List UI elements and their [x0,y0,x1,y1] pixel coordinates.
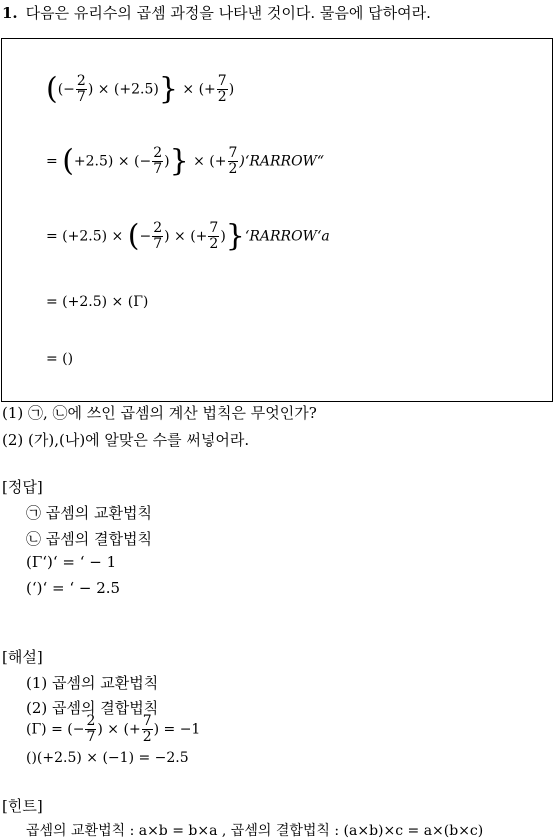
question-number: 1. [2,4,18,22]
hint-header: [힌트] [2,797,43,815]
fraction: $\frac{2}{7}$ [86,713,96,745]
subquestion-1: (1) ㉠, ㉡에 쓰인 곱셈의 계산 법칙은 무엇인가? [2,404,317,422]
explanation-equation-1: (Γ) = (− $\frac{2}{7}$ ) × (+ $\frac{7}{2}$ ) = −1 [26,713,201,745]
box-line-4: = (+2.5) × (Γ) [46,294,149,310]
answer-item-3: (Γ‘)‘ = ‘ − 1 [26,553,117,571]
hint-text: 곱셈의 교환법칙 : a×b = b×a , 곱셈의 결합법칙 : (a×b)×c = a×(b×c) [26,823,484,839]
answer-item-2: ㉡ 곱셈의 결합법칙 [26,530,152,548]
explanation-equation-2: ()(+2.5) × (−1) = −2.5 [26,750,189,766]
answer-item-4: (‘)‘ = ‘ − 2.5 [26,579,121,597]
box-line-2: = (+2.5) × (− $\frac{2}{7}$ )} × (+ $\frac{7}{2}$ )‘RARROW“ [46,143,325,179]
fraction: $\frac{7}{2}$ [228,145,238,177]
explanation-item-1: (1) 곱셈의 교환법칙 [26,674,159,692]
fraction: $\frac{2}{7}$ [153,220,163,252]
fraction: $\frac{7}{2}$ [142,713,152,745]
answer-item-1: ㉠ 곱셈의 교환법칙 [26,504,152,522]
explanation-item-2: (2) 곱셈의 결합법칙 [26,699,159,717]
answer-header: [정답] [2,478,43,496]
fraction: $\frac{2}{7}$ [153,145,163,177]
fraction: $\frac{7}{2}$ [209,220,219,252]
question-text: 다음은 유리수의 곱셈 과정을 나타낸 것이다. 물음에 답하여라. [25,4,431,22]
question-line [2,2,431,23]
box-line-5: = () [46,351,74,367]
box-line-1: ((− $\frac{2}{7}$ ) × (+2.5)} × (+ $\frac{7}{2}$ ) [46,71,235,107]
fraction: $\frac{2}{7}$ [76,73,86,105]
explanation-header: [해설] [2,648,43,666]
box-line-3: = (+2.5) × (− $\frac{2}{7}$ ) × (+ $\frac{7}{2}$ )}‘RARROW‘a [46,218,330,254]
fraction: $\frac{7}{2}$ [217,73,227,105]
subquestion-2: (2) (가),(나)에 알맞은 수를 써넣어라. [2,431,250,449]
